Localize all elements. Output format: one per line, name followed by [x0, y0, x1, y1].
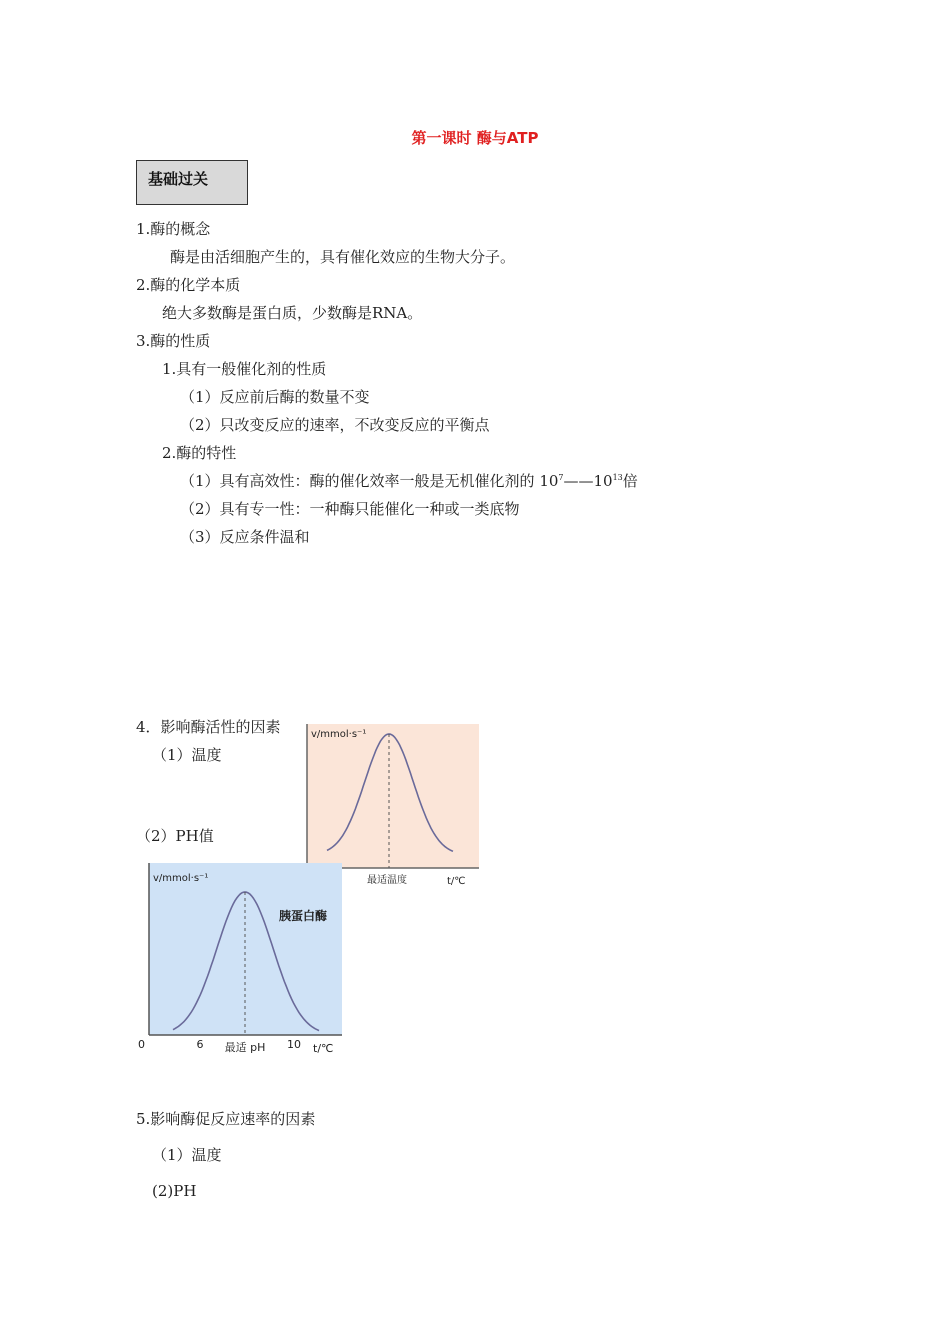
ph-chart-optimum-label: 最适 pH [224, 1041, 266, 1054]
temperature-chart-xlabel: t/℃ [447, 876, 466, 887]
text-enzyme-concept: 酶是由活细胞产生的，具有催化效应的生物大分子。 [170, 248, 516, 266]
ph-chart-tick-10: 10 [287, 1038, 301, 1051]
text-temperature: （1）温度 [152, 746, 222, 764]
ph-chart-tick-6: 6 [196, 1038, 204, 1051]
heading-chemical-nature: 2.酶的化学本质 [136, 276, 241, 294]
text-rate-only: （2）只改变反应的速率，不改变反应的平衡点 [180, 416, 490, 434]
ph-chart-series-label: 胰蛋白酶 [279, 909, 328, 923]
section-label-box [136, 160, 248, 205]
text-rate-temperature: （1）温度 [152, 1146, 222, 1164]
subheading-characteristics: 2.酶的特性 [162, 444, 237, 462]
ph-chart-origin-label: 0 [138, 1038, 145, 1051]
text-ph-value: （2）PH值 [136, 827, 214, 845]
temperature-chart-optimum-label: 最适温度 [367, 875, 407, 886]
temperature-chart-ylabel: v/mmol·s⁻¹ [311, 729, 367, 740]
page-title: 第一课时 酶与ATP [411, 129, 539, 147]
text-chemical-nature: 绝大多数酶是蛋白质，少数酶是RNA。 [162, 304, 423, 322]
heading-enzyme-concept: 1.酶的概念 [136, 220, 211, 238]
ph-chart-ylabel: v/mmol·s⁻¹ [153, 873, 209, 884]
text-quantity-unchanged: （1）反应前后酶的数量不变 [180, 388, 370, 406]
text-mild-conditions: （3）反应条件温和 [180, 528, 310, 546]
heading-activity-factors: 4．影响酶活性的因素 [136, 718, 281, 736]
ph-chart-xlabel: t/℃ [313, 1042, 334, 1055]
text-specificity: （2）具有专一性：一种酶只能催化一种或一类底物 [180, 500, 520, 518]
subheading-general-catalyst: 1.具有一般催化剂的性质 [162, 360, 327, 378]
heading-rate-factors: 5.影响酶促反应速率的因素 [136, 1110, 316, 1128]
ph-chart [133, 857, 348, 1059]
text-rate-ph: (2)PH [152, 1182, 197, 1200]
heading-enzyme-properties: 3.酶的性质 [136, 332, 211, 350]
text-high-efficiency: （1）具有高效性：酶的催化效率一般是无机催化剂的 $10^7——10^{13}$倍 [180, 472, 638, 490]
section-label: 基础过关 [148, 170, 209, 188]
